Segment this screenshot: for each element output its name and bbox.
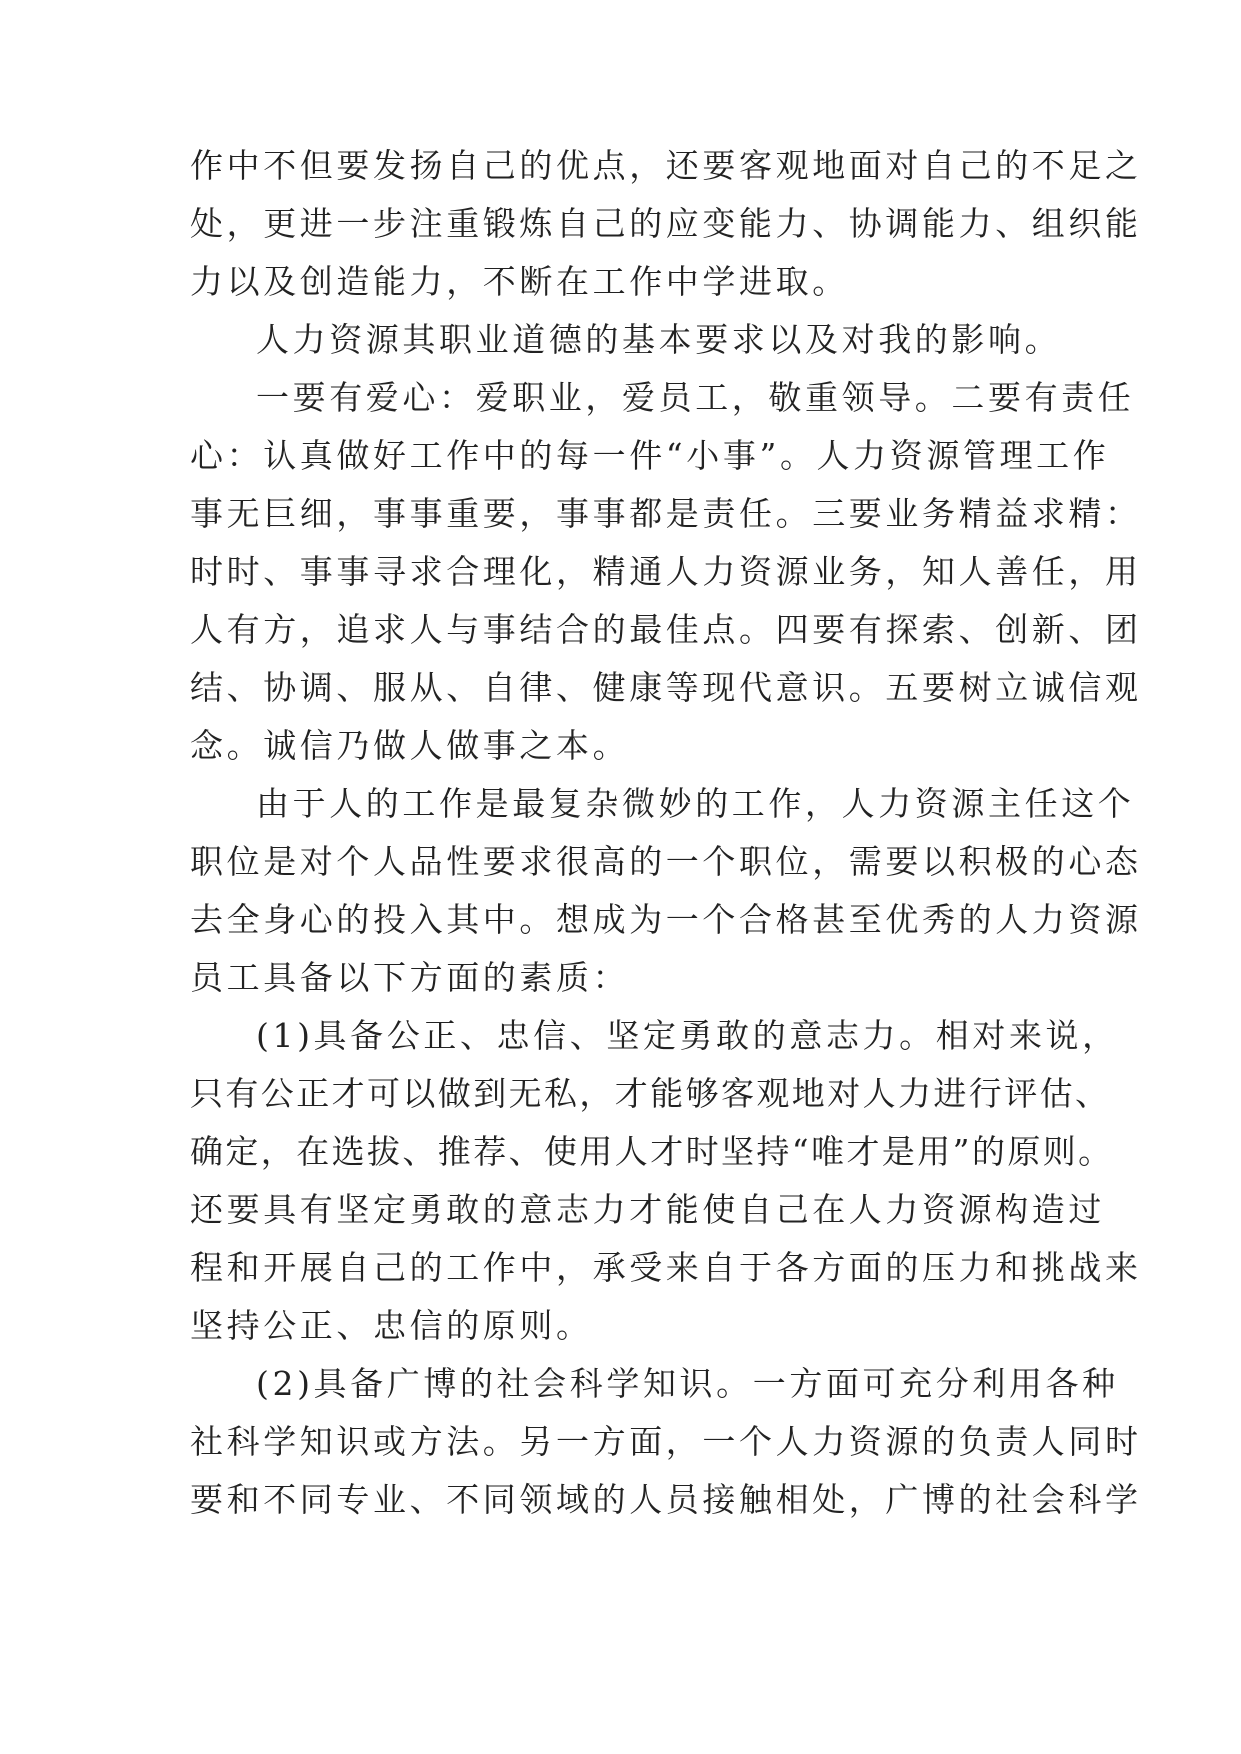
text-line: 事无巨细，事事重要，事事都是责任。三要业务精益求精：: [190, 494, 1142, 533]
text-line: 结、协调、服从、自律、健康等现代意识。五要树立诚信观: [190, 668, 1142, 707]
text-line: 职位是对个人品性要求很高的一个职位，需要以积极的心态: [190, 842, 1142, 881]
text-line: 员工具备以下方面的素质：: [190, 958, 630, 997]
text-line: 时时、事事寻求合理化，精通人力资源业务，知人善任，用: [190, 552, 1142, 591]
text-line: (1)具备公正、忠信、坚定勇敢的意志力。相对来说，: [256, 1016, 1119, 1055]
text-line: 处，更进一步注重锻炼自己的应变能力、协调能力、组织能: [190, 204, 1142, 243]
text-line: 由于人的工作是最复杂微妙的工作，人力资源主任这个: [256, 784, 1135, 823]
text-line: 要和不同专业、不同领域的人员接触相处，广博的社会科学: [190, 1480, 1142, 1519]
text-line: (2)具备广博的社会科学知识。一方面可充分利用各种: [256, 1364, 1119, 1403]
text-line: 只有公正才可以做到无私，才能够客观地对人力进行评估、: [190, 1074, 1111, 1113]
text-line: 确定，在选拔、推荐、使用人才时坚持“唯才是用”的原则。: [190, 1132, 1114, 1171]
text-line: 程和开展自己的工作中，承受来自于各方面的压力和挑战来: [190, 1248, 1142, 1287]
text-line: 心：认真做好工作中的每一件“小事”。人力资源管理工作: [190, 436, 1110, 475]
text-line: 人有方，追求人与事结合的最佳点。四要有探索、创新、团: [190, 610, 1142, 649]
text-line: 一要有爱心：爱职业，爱员工，敬重领导。二要有责任: [256, 378, 1135, 417]
text-line: 力以及创造能力，不断在工作中学进取。: [190, 262, 849, 301]
text-line: 人力资源其职业道德的基本要求以及对我的影响。: [256, 320, 1062, 359]
text-line: 念。诚信乃做人做事之本。: [190, 726, 630, 765]
text-line: 社科学知识或方法。另一方面，一个人力资源的负责人同时: [190, 1422, 1142, 1461]
text-line: 作中不但要发扬自己的优点，还要客观地面对自己的不足之: [190, 146, 1142, 185]
text-line: 还要具有坚定勇敢的意志力才能使自己在人力资源构造过: [190, 1190, 1105, 1229]
text-line: 去全身心的投入其中。想成为一个合格甚至优秀的人力资源: [190, 900, 1142, 939]
text-line: 坚持公正、忠信的原则。: [190, 1306, 593, 1345]
